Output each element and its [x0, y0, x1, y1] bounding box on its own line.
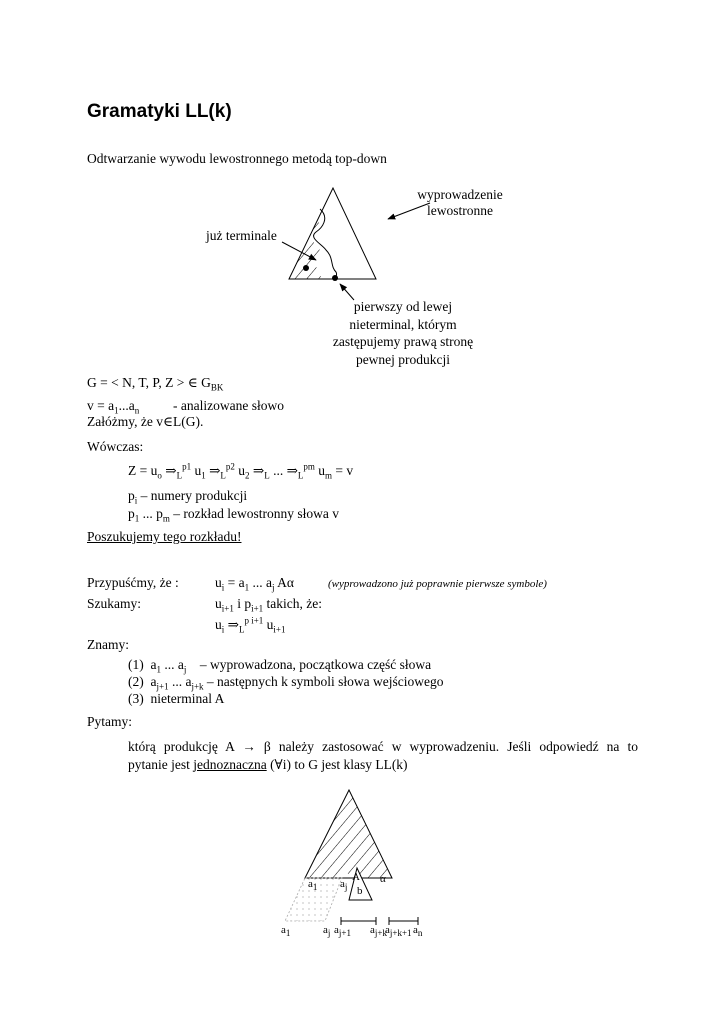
label-leftmost-derivation: wyprowadzenie lewostronne	[417, 187, 503, 218]
suppose-label: Przypuśćmy, że :	[87, 575, 179, 590]
then-label: Wówczas:	[87, 439, 144, 454]
subtitle: Odtwarzanie wywodu lewostronnego metodą top-down	[87, 151, 387, 166]
fig2-bottom-a1: $a_1$	[281, 924, 291, 939]
fig2-bottom-aj: $a_j$	[323, 924, 331, 939]
leftmost-decomposition: $p_1$ ... $p_m$ – rozkład lewostronny słowa v	[128, 506, 339, 524]
production-numbers: $p_i$ – numery produkcji	[128, 488, 248, 506]
know-item-3: (3) nieterminal A	[128, 691, 225, 706]
fig2-alpha: α	[380, 873, 386, 885]
fig2-aj: $a_j$	[340, 878, 348, 893]
fig2-a1: $a_1$	[308, 878, 318, 893]
fig2-bottom-ajk1: $a_{j+k+1}$	[385, 924, 412, 939]
fig2-bottom-an: $a_n$	[413, 924, 423, 939]
terminal-dot	[303, 265, 309, 271]
fig2-bottom-ajk: $a_{j+k}$	[370, 924, 387, 939]
nonterminal-dot	[332, 275, 338, 281]
grammar-def: G = < N, T, P, Z > ∈ $G_{BK}$	[87, 375, 224, 393]
figure-2-hatch	[305, 790, 392, 880]
ask-label: Pytamy:	[87, 714, 133, 729]
question-paragraph: którą produkcję A → β należy zastosować w wyprowadzeniu. Jeśli odpowiedź na to pytanie jest jednoznaczna (∀i) to G jest klasy LL(k)	[128, 739, 638, 772]
suppose-note: (wyprowadzono już poprawnie pierwsze symbole)	[328, 578, 547, 590]
word-def: $v = a_1...a_n$	[87, 398, 140, 416]
word-desc: - analizowane słowo	[173, 398, 284, 413]
label-terminals: już terminale	[206, 228, 277, 243]
fig2-b: b	[357, 885, 363, 897]
search-heading: Poszukujemy tego rozkładu!	[87, 529, 242, 544]
seek-derivation: $u_i$ $\Rightarrow_L^{p i+1}$ $u_{i+1}$	[215, 615, 286, 635]
fig2-A: A	[352, 871, 360, 883]
label-first-nonterminal: pierwszy od lewej nieterminal, którym zastępujemy prawą stronę pewnej produkcji	[332, 299, 474, 367]
assumption: Załóżmy, że v∈L(G).	[87, 414, 204, 429]
seek-formula: $u_{i+1}$ i $p_{i+1}$ takich, że:	[215, 596, 323, 614]
fig2-bottom-aj1: $a_{j+1}$	[334, 924, 351, 939]
seek-label: Szukamy:	[87, 596, 141, 611]
derivation-formula: $Z = u_o$ $\Rightarrow_L^{p1}$ $u_1$ $\Rightarrow_L^{p2}$ $u_2$ $\Rightarrow_L$ ... $\Rightarrow_L^{pm}$ $u_m = v$	[128, 461, 354, 481]
know-item-2: (2) $a_{j+1}$ ... $a_{j+k}$ – następnych k symboli słowa wejściowego	[128, 674, 444, 692]
suppose-formula: $u_i = a_1$ ... $a_j$ Aα	[215, 575, 294, 593]
know-item-1: (1) $a_1$ ... $a_j$ – wyprowadzona, początkowa część słowa	[128, 657, 432, 675]
know-label: Znamy:	[87, 637, 129, 652]
page-title: Gramatyki LL(k)	[87, 101, 232, 122]
